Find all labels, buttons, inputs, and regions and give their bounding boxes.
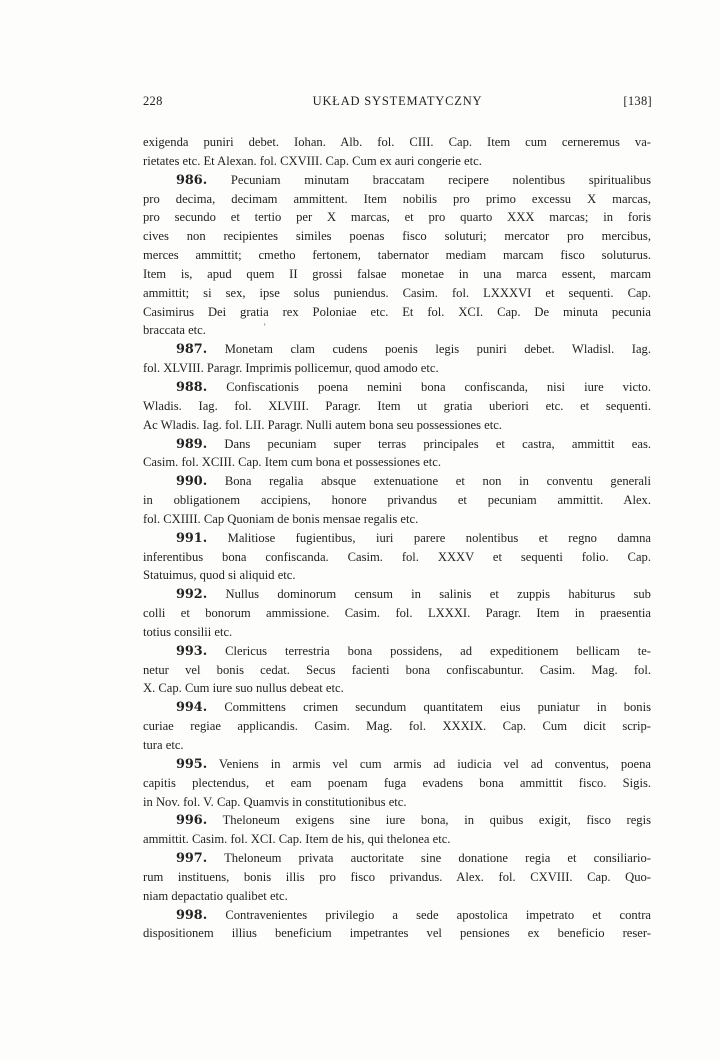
line-text: ammittit. Casim. fol. XCI. Cap. Item de his, qui thelonea etc. <box>143 832 451 847</box>
paragraph-989 <box>143 435 651 473</box>
text-line <box>143 849 651 868</box>
paragraph-988 <box>143 378 651 435</box>
paragraph-990 <box>143 472 651 529</box>
text-line <box>143 811 651 830</box>
line-text: Casimirus Dei gratia rex Poloniae etc. Et fol. XCI. Cap. De minuta pecunia <box>143 304 651 319</box>
text-line <box>143 548 651 567</box>
paragraph-number: 992. <box>176 587 208 603</box>
line-text: inferentibus bona confiscanda. Casim. fol. XXXV et sequenti folio. Cap. <box>143 549 651 564</box>
line-text: tura etc. <box>143 738 184 752</box>
line-text: Item is, apud quem II grossi falsae monetae in una marca essent, marcam <box>143 266 651 281</box>
text-line <box>143 227 651 246</box>
line-text: Monetam clam cudens poenis legis puniri debet. Wladisl. Iag. <box>224 342 651 357</box>
paragraph-number: 989. <box>176 436 208 452</box>
line-text: Theloneum privata auctoritate sine donatione regia et consiliario- <box>224 851 652 866</box>
line-text: Confiscationis poena nemini bona confiscanda, nisi iure victo. <box>226 379 652 394</box>
text-line <box>143 491 651 510</box>
text-line <box>143 133 651 152</box>
line-text: merces ammittit; cmetho fertonem, tabernator mediam marcam fisco soluturus. <box>143 248 651 263</box>
text-line <box>143 321 651 340</box>
line-text: exigenda puniri debet. Iohan. Alb. fol. CIII. Cap. Item cum cerneremus va- <box>143 135 651 149</box>
text-line <box>143 566 651 585</box>
text-line <box>143 793 651 812</box>
paragraph-number: 987. <box>176 342 208 358</box>
section-reference: [138] <box>623 94 652 108</box>
text-line <box>143 435 651 454</box>
text-line <box>143 246 651 265</box>
text-line <box>143 265 651 284</box>
paragraph-number: 994. <box>176 700 208 716</box>
paragraph-number: 995. <box>176 756 208 772</box>
text-line <box>143 868 651 887</box>
stray-mark: ' <box>264 322 266 332</box>
text-line <box>143 679 651 698</box>
text-line <box>143 510 651 529</box>
paragraph-987 <box>143 340 651 378</box>
paragraph-number: 997. <box>176 851 208 867</box>
text-line <box>143 416 651 435</box>
line-text: Dans pecuniam super terras principales et castra, ammittit eas. <box>224 436 652 451</box>
text-line <box>143 830 651 849</box>
line-text: in Nov. fol. V. Cap. Quamvis in constitutionibus etc. <box>143 794 407 809</box>
text-line <box>143 284 651 303</box>
running-header <box>143 94 652 112</box>
paragraph-998 <box>143 906 651 944</box>
line-text: Statuimus, quod si aliquid etc. <box>143 568 296 583</box>
line-text: capitis plectendus, et eam poenam fuga evadens bona ammittit fisco. Sigis. <box>143 775 651 790</box>
paragraph-995 <box>143 755 651 812</box>
text-line <box>143 152 651 171</box>
text-line <box>143 924 651 943</box>
line-text: niam depactatio qualibet etc. <box>143 888 288 903</box>
text-line <box>143 397 651 416</box>
page-number: 228 <box>143 94 163 108</box>
line-text: rietates etc. Et Alexan. fol. CXVIII. Cap. Cum ex auri congerie etc. <box>143 153 482 168</box>
line-text: fol. CXIIII. Cap Quoniam de bonis mensae regalis etc. <box>143 511 419 526</box>
text-line <box>143 453 651 472</box>
line-text: cives non recipientes similes poenas fisco soluturi; mercator pro mercibus, <box>143 229 651 244</box>
text-line <box>143 661 651 680</box>
line-text: Wladis. Iag. fol. XLVIII. Paragr. Item ut gratia uberiori etc. et sequenti. <box>143 398 651 413</box>
text-line <box>143 208 651 227</box>
line-text: Clericus terrestria bona possidens, ad expeditionem bellicam te- <box>225 643 651 658</box>
body-text <box>143 133 651 943</box>
text-line <box>143 378 651 397</box>
text-line <box>143 604 651 623</box>
line-text: Pecuniam minutam braccatam recipere nolentibus spiritualibus <box>230 172 651 187</box>
line-text: braccata etc. <box>143 323 206 338</box>
paragraph-number: 991. <box>176 530 208 546</box>
text-line <box>143 585 651 604</box>
line-text: ammittit; si sex, ipse solus puniendus. Casim. fol. LXXXVI et sequenti. Cap. <box>143 285 651 300</box>
paragraph-992 <box>143 585 651 642</box>
paragraph-continued <box>143 133 651 171</box>
line-text: X. Cap. Cum iure suo nullus debeat etc. <box>143 681 344 696</box>
paragraph-993 <box>143 642 651 699</box>
line-text: Theloneum exigens sine iure bona, in quibus exigit, fisco regis <box>222 813 652 828</box>
line-text: colli et bonorum ammissione. Casim. fol. LXXXI. Paragr. Item in praesentia <box>143 606 651 621</box>
text-line <box>143 529 651 548</box>
line-text: totius consilii etc. <box>143 624 233 639</box>
line-text: Nullus dominorum censum in salinis et zuppis habiturus sub <box>225 587 651 602</box>
text-line <box>143 887 651 906</box>
text-line <box>143 774 651 793</box>
text-line <box>143 717 651 736</box>
paragraph-number: 990. <box>176 474 208 490</box>
paragraph-number: 998. <box>176 907 208 923</box>
line-text: Malitiose fugientibus, iuri parere nolentibus et regno damna <box>227 530 651 545</box>
line-text: Ac Wladis. Iag. fol. LII. Paragr. Nulli autem bona seu possessiones etc. <box>143 417 502 432</box>
paragraph-number: 988. <box>176 379 208 395</box>
paragraph-number: 993. <box>176 643 208 659</box>
line-text: netur vel bonis cedat. Secus facienti bona confiscabuntur. Casim. Mag. fol. <box>143 662 651 677</box>
text-line <box>143 303 651 322</box>
line-text: Contravenientes privilegio a sede apostolica impetrato et contra <box>225 907 651 922</box>
paragraph-997 <box>143 849 651 906</box>
line-text: in obligationem accipiens, honore privandus et pecuniam ammittit. Alex. <box>143 493 651 508</box>
line-text: Bona regalia absque extenuatione et non in conventu generali <box>224 474 651 489</box>
line-text: Committens crimen secundum quantitatem eius puniatur in bonis <box>224 700 651 715</box>
line-text: curiae regiae applicandis. Casim. Mag. fol. XXXIX. Cap. Cum dicit scrip- <box>143 719 651 734</box>
running-title: UKŁAD SYSTEMATYCZNY <box>312 94 483 108</box>
text-line <box>143 190 651 209</box>
paragraph-986 <box>143 171 651 341</box>
text-line <box>143 623 651 642</box>
text-line <box>143 472 651 491</box>
paragraph-996 <box>143 811 651 849</box>
paragraph-994 <box>143 698 651 755</box>
text-line <box>143 171 651 190</box>
text-line <box>143 906 651 925</box>
line-text: pro secundo et tertio per X marcas, et pro quarto XXX marcas; in foris <box>143 210 651 225</box>
line-text: pro decima, decimam ammittent. Item nobilis pro primo excessu X marcas, <box>143 191 651 206</box>
paragraph-991 <box>143 529 651 586</box>
line-text: rum instituens, bonis illis pro fisco privandus. Alex. fol. CXVIII. Cap. Quo- <box>143 869 651 884</box>
line-text: fol. XLVIII. Paragr. Imprimis pollicemur, quod amodo etc. <box>143 361 439 376</box>
text-line <box>143 642 651 661</box>
paragraph-number: 996. <box>176 813 208 829</box>
paragraph-number: 986. <box>176 172 208 188</box>
text-line <box>143 755 651 774</box>
line-text: Veniens in armis vel cum armis ad iudicia vel ad conventus, poena <box>218 756 651 771</box>
text-line <box>143 359 651 378</box>
line-text: Casim. fol. XCIII. Cap. Item cum bona et possessiones etc. <box>143 455 441 470</box>
line-text: dispositionem illius beneficium impetrantes vel pensiones ex beneficio reser- <box>143 926 651 941</box>
text-line <box>143 698 651 717</box>
text-line <box>143 340 651 359</box>
text-line <box>143 736 651 755</box>
